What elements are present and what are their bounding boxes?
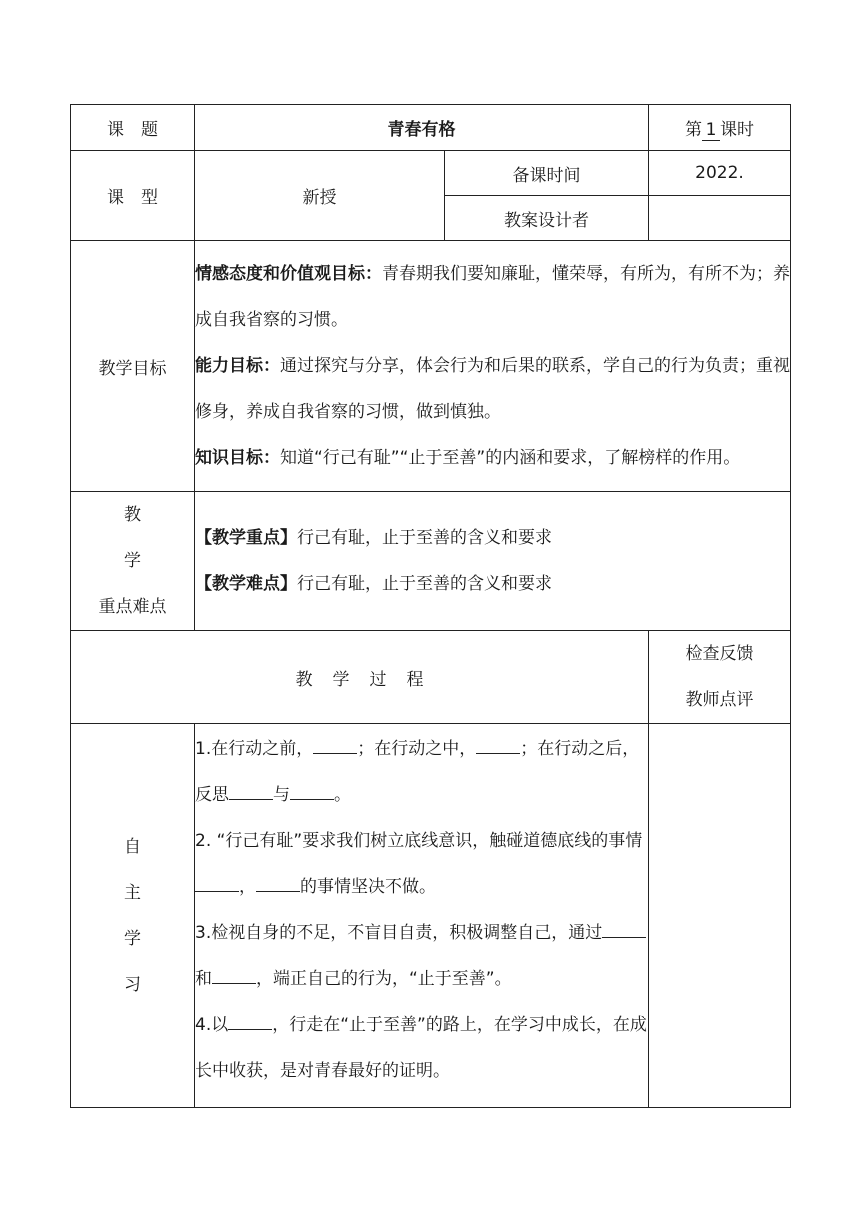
period-cell <box>649 105 791 151</box>
self-study-char: 习 <box>124 974 141 995</box>
objective-title: 情感态度和价值观目标： <box>195 264 382 284</box>
key-points-label-line2: 重点难点 <box>98 597 167 617</box>
q3-text: ，端正自己的行为，“止于至善”。 <box>256 969 512 989</box>
self-study-row <box>71 724 791 1108</box>
self-study-char: 自 <box>124 836 141 857</box>
self-study-content <box>195 724 649 1108</box>
prep-time-value: 2022. <box>649 151 791 196</box>
question-3 <box>195 910 648 1002</box>
type-row <box>71 151 791 196</box>
objectives-label: 教学目标 <box>71 241 195 492</box>
difficulty-tag: 【教学难点】 <box>195 574 297 594</box>
objective-title: 能力目标： <box>195 356 280 376</box>
objective-text: 知道“行己有耻”“止于至善”的内涵和要求，了解榜样的作用。 <box>280 448 741 468</box>
lesson-plan-table <box>70 104 791 1108</box>
fill-blank[interactable] <box>256 877 300 892</box>
q4-text: ，行走在“止于至善”的路上，在学习中成长，在成长中收获，是对青春最好的证明。 <box>195 1015 647 1081</box>
q2-text: 的事情坚决不做。 <box>300 877 436 897</box>
focus-line <box>195 515 790 561</box>
objective-item <box>195 251 790 343</box>
question-1 <box>195 726 648 818</box>
objectives-content <box>195 241 791 492</box>
objective-title: 知识目标： <box>195 448 280 468</box>
feedback-line1: 检查反馈 <box>685 644 754 664</box>
period-suffix: 课时 <box>720 119 754 140</box>
key-points-row <box>71 492 791 631</box>
designer-label: 教案设计者 <box>445 196 649 241</box>
process-title: 教学过程 <box>71 631 649 724</box>
feedback-cell <box>649 631 791 724</box>
fill-blank[interactable] <box>229 785 273 800</box>
key-points-label-line1: 教 学 <box>124 505 206 571</box>
difficulty-text: 行己有耻，止于至善的含义和要求 <box>297 574 552 594</box>
period-prefix: 第 <box>685 119 702 140</box>
objective-item <box>195 435 790 481</box>
fill-blank[interactable] <box>195 877 239 892</box>
type-label: 课 型 <box>71 151 195 241</box>
feedback-line2: 教师点评 <box>685 690 754 710</box>
fill-blank[interactable] <box>602 923 646 938</box>
q1-text: 。 <box>334 785 351 805</box>
focus-text: 行己有耻，止于至善的含义和要求 <box>297 528 552 548</box>
fill-blank[interactable] <box>476 739 520 754</box>
q1-text: ；在行动之中， <box>357 739 477 759</box>
period-number: 1 <box>702 120 720 141</box>
topic-label: 课 题 <box>71 105 195 151</box>
fill-blank[interactable] <box>228 1015 272 1030</box>
designer-value <box>649 196 791 241</box>
key-points-content <box>195 492 791 631</box>
objective-text: 通过探究与分享，体会行为和后果的联系，学自己的行为负责；重视修身，养成自我省察的习惯，做到慎独。 <box>195 356 790 422</box>
topic-row <box>71 105 791 151</box>
self-study-char: 主 <box>124 882 141 903</box>
q2-text: 2. “行己有耻”要求我们树立底线意识，触碰道德底线的事情 <box>195 831 643 851</box>
topic-value: 青春有格 <box>195 105 649 151</box>
key-points-label <box>71 492 206 631</box>
focus-tag: 【教学重点】 <box>195 528 297 548</box>
process-row <box>71 631 791 724</box>
type-value: 新授 <box>195 151 445 241</box>
q1-text: ；在行动之后，反思 <box>195 739 640 805</box>
objective-item <box>195 343 790 435</box>
q3-text: 3.检视自身的不足，不盲目自责，积极调整自己，通过 <box>195 923 603 943</box>
difficulty-line <box>195 561 790 607</box>
self-study-char: 学 <box>124 928 141 949</box>
fill-blank[interactable] <box>313 739 357 754</box>
question-2 <box>195 818 648 910</box>
q1-text: 1.在行动之前， <box>195 739 314 759</box>
q3-text: 和 <box>195 969 212 989</box>
fill-blank[interactable] <box>290 785 334 800</box>
self-study-feedback <box>649 724 791 1108</box>
objectives-row <box>71 241 791 492</box>
q4-text: 4.以 <box>195 1015 229 1035</box>
q1-text: 与 <box>273 785 290 805</box>
fill-blank[interactable] <box>212 969 256 984</box>
self-study-label <box>71 724 195 1108</box>
question-4 <box>195 1002 648 1094</box>
objective-text: 青春期我们要知廉耻，懂荣辱，有所为，有所不为；养成自我省察的习惯。 <box>195 264 790 330</box>
q2-text: ， <box>239 877 256 897</box>
prep-time-label: 备课时间 <box>445 151 649 196</box>
